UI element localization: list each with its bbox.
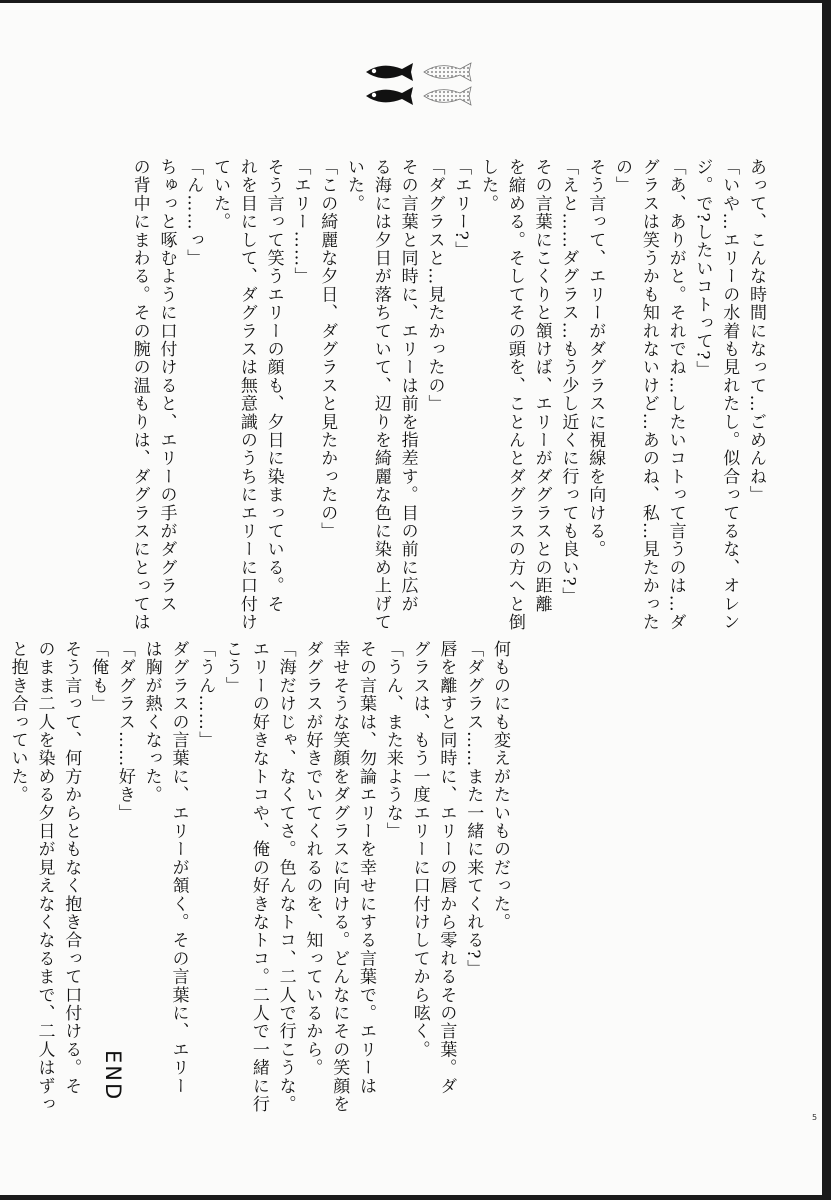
text-column: した。 [478,158,499,213]
text-column: グラスは、もう一度エリーに口付けしてから呟く。 [409,640,430,1059]
end-mark: END [101,1050,125,1102]
text-column: ダグラスが好きでいてくれるのを、知っているから。 [302,640,323,1077]
text-column: その言葉と同時に、エリーは前を指差す。目の前に広が [397,158,418,613]
text-column: 「うん……」 [195,640,216,750]
text-column: 「ん……っ」 [183,158,204,268]
story-text-bottom [4,640,513,1114]
text-column: 「あ、ありがと。それでね…したいコトって言うのは…ダ [665,158,686,632]
text-column: そう言って笑うエリーの顔も、夕日に染まっている。そ [263,158,284,613]
text-column: と抱き合っていた。 [7,640,28,804]
text-column: 「ダグラス……また一緒に来てくれる?」 [463,640,484,978]
fish-icon [424,87,471,105]
text-column: 「えと……ダグラス…もう少し近くに行っても良い?」 [558,158,579,606]
text-column: のまま二人を染める夕日が見えなくなるまで、二人はずっ [34,640,55,1114]
text-column: れを目にして、ダグラスは無意識のうちにエリーに口付け [236,158,257,632]
text-column: 幸せそうな笑顔をダグラスに向ける。どんなにその笑顔を [329,640,350,1114]
text-column: ジ。で?したいコトって?」 [692,158,713,379]
text-column: 「エリー?」 [451,158,472,260]
text-column: そう言って、エリーがダグラスに視線を向ける。 [585,158,606,559]
text-column: は胸が熱くなった。 [141,640,162,804]
text-column: ていた。 [210,158,231,231]
text-column: 「ダグラスと…見たかったの」 [424,158,445,413]
text-column: こう」 [222,640,243,695]
page-frame-top [0,0,831,3]
fish-decoration [362,58,478,110]
text-column: そう言って、何方からともなく抱き合って口付ける。そ [61,640,82,1095]
text-column: 唇を離すと同時に、エリーの唇から零れるその言葉。ダ [436,640,457,1095]
text-column: 何ものにも変えがたいものだった。 [490,640,510,932]
text-column: いた。 [344,158,365,213]
page-number: 5 [812,1113,818,1122]
fish-icon [366,87,413,105]
text-column: 「俺も」 [88,640,109,713]
page-frame-bottom [0,1195,831,1200]
fish-icon [366,63,413,81]
text-column: グラスは笑うかも知れないけど…あのね、私…見たかった [638,158,659,632]
text-column: を縮める。そしてその頭を、ことんとダグラスの方へと倒 [504,158,525,632]
text-column: その言葉は、勿論エリーを幸せにする言葉で。エリーは [356,640,377,1095]
text-column: あって、こんな時間になって…ごめんね」 [746,158,766,504]
text-column: 「エリー……」 [290,158,311,286]
text-column: 「いや…エリーの水着も見れたし。似合ってるな、オレン [719,158,740,632]
text-column: の」 [612,158,633,195]
text-column: 「海だけじゃ、なくてさ。色んなトコ、二人で行こうな。 [275,640,296,1114]
text-column: ちゅっと啄むように口付けると、エリーの手がダグラス [156,158,177,613]
fish-icon [424,63,471,81]
text-column: 「この綺麗な夕日、ダグラスと見たかったの」 [317,158,338,541]
story-text-top [126,158,769,632]
text-column: ダグラスの言葉に、エリーが頷く。その言葉に、エリー [168,640,189,1095]
text-column: 「うん、また来ような」 [382,640,403,841]
text-column: る海には夕日が落ちていて、辺りを綺麗な色に染め上げて [370,158,391,632]
text-column: その言葉にこくりと頷けば、エリーがダグラスとの距離 [531,158,552,613]
text-column: エリーの好きなトコや、俺の好きなトコ。二人で一緒に行 [248,640,269,1114]
text-column: の背中にまわる。その腕の温もりは、ダグラスにとっては [129,158,150,632]
page-frame-right [822,0,831,1200]
text-column: 「ダグラス……好き」 [114,640,135,822]
